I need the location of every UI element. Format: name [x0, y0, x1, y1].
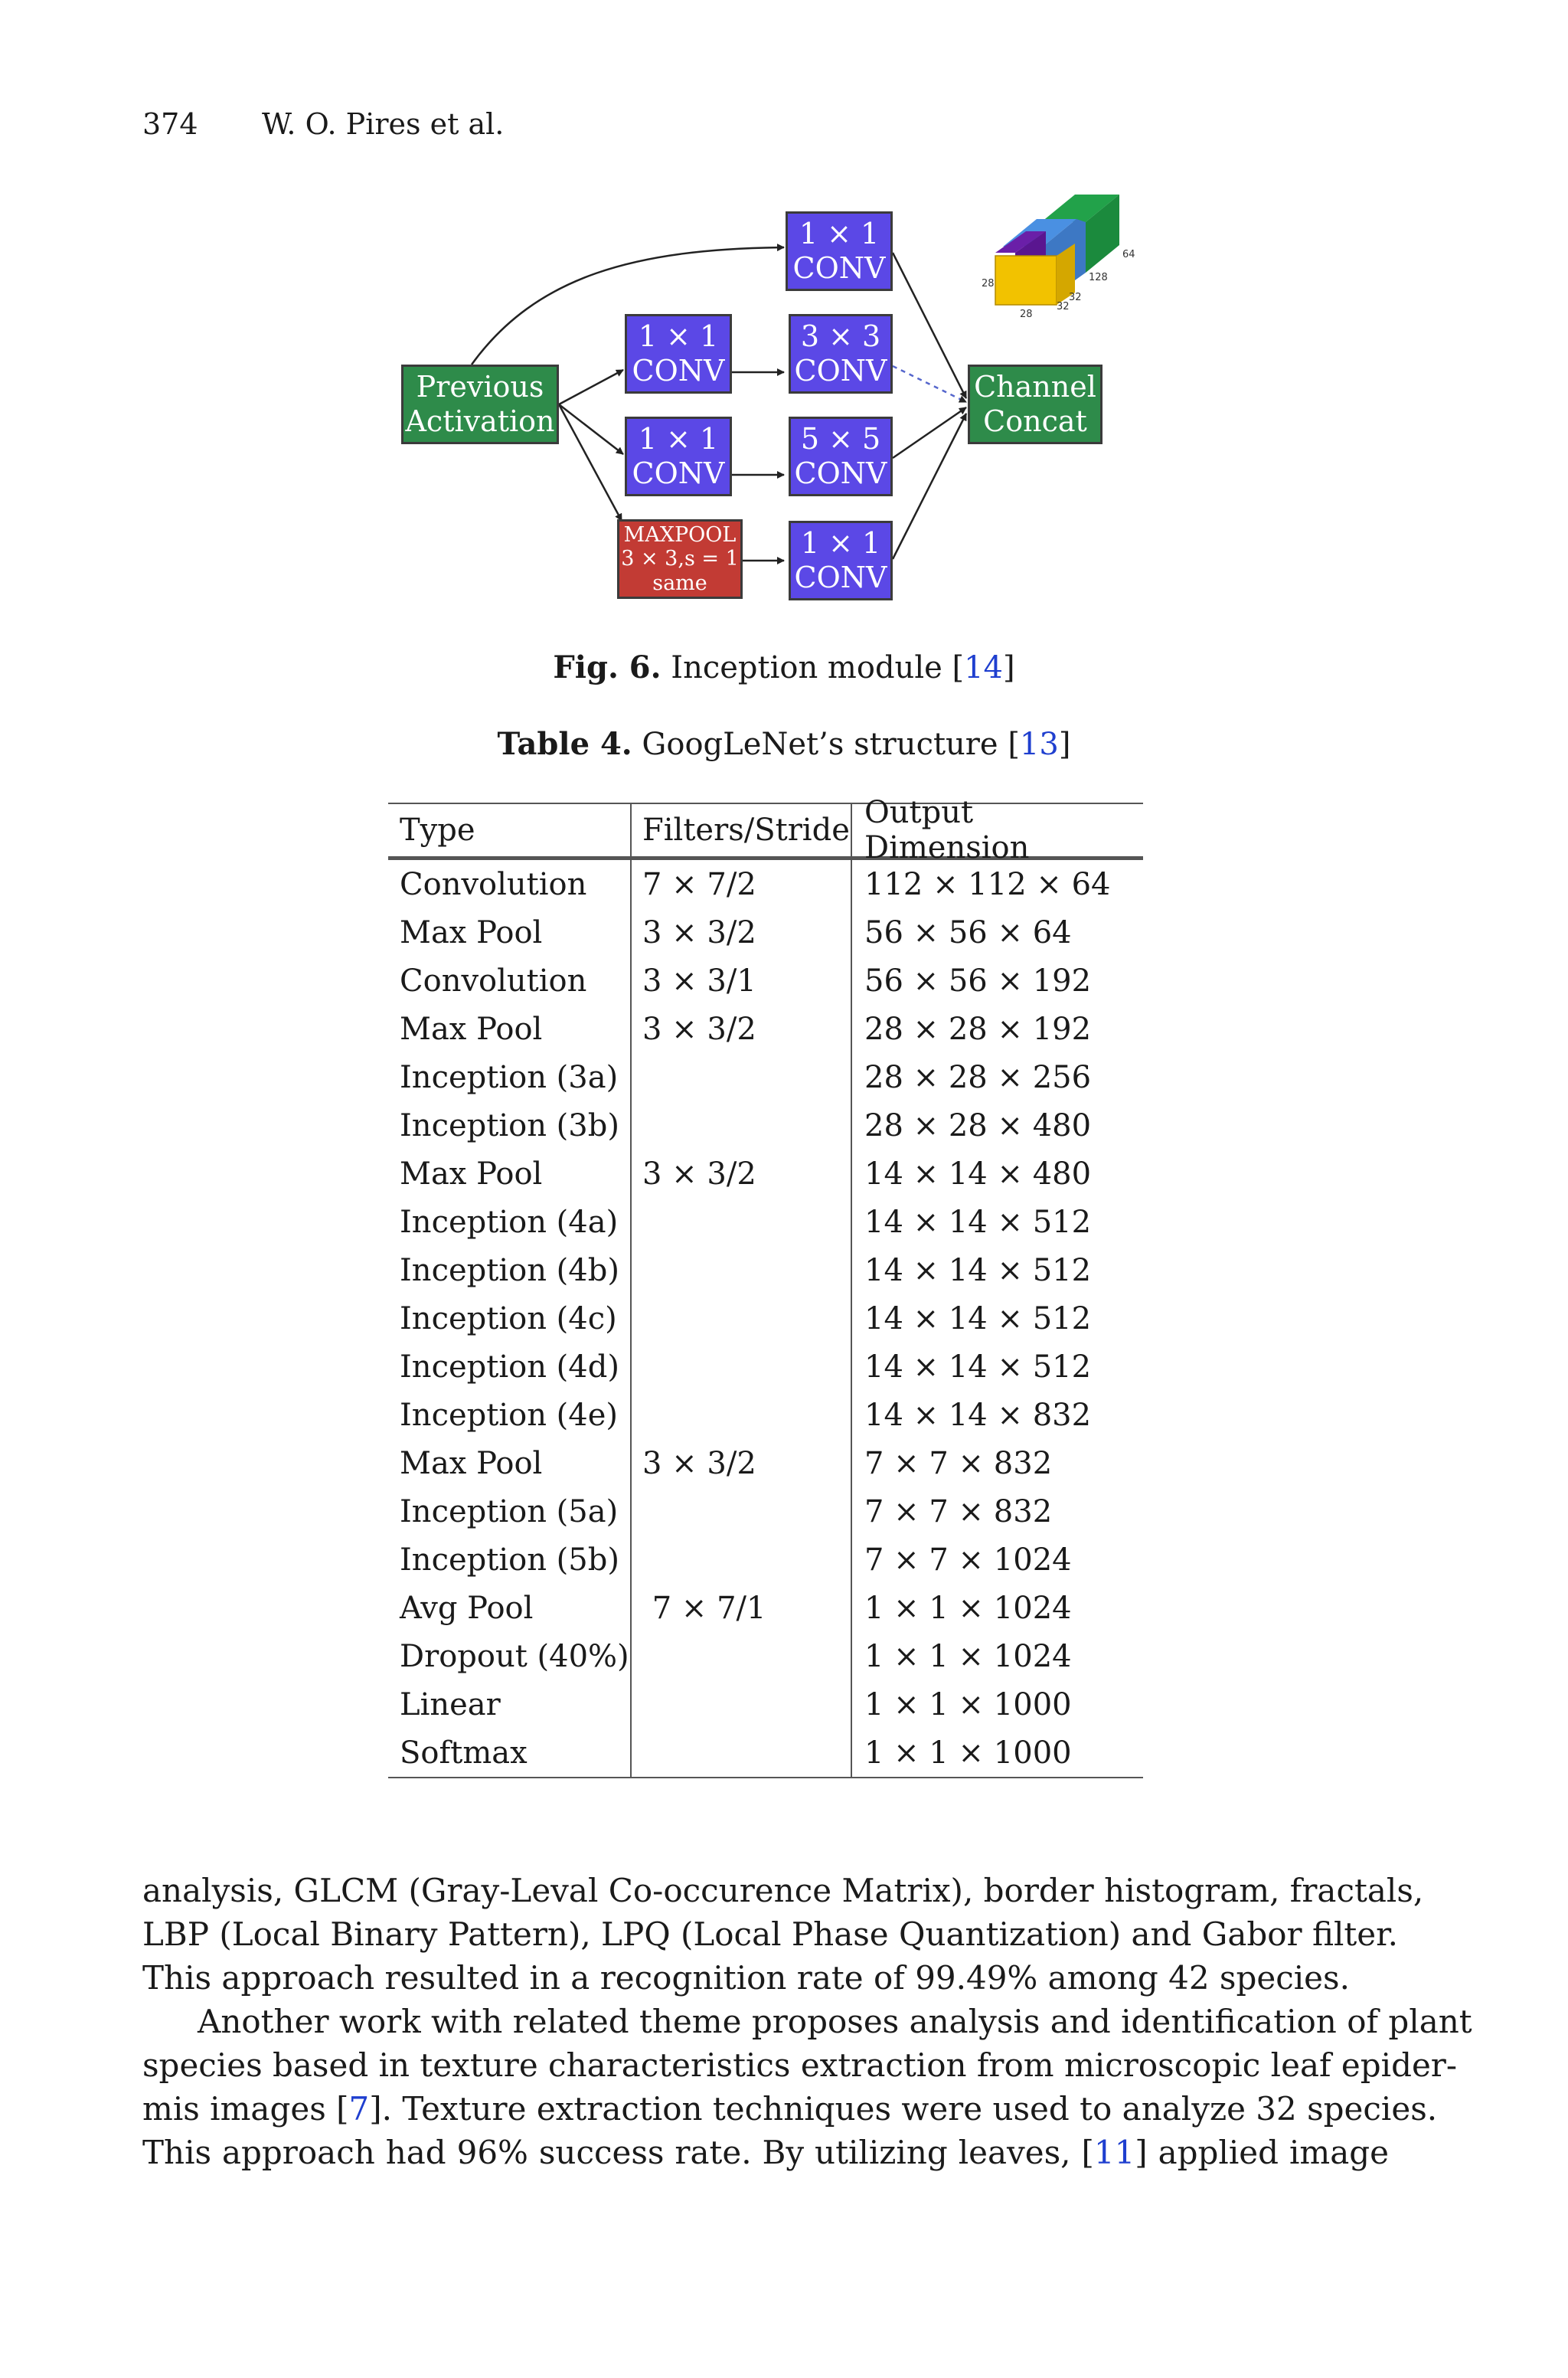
- paragraph-2: [142, 2000, 1472, 2174]
- cell-output: 56 × 56 × 64: [851, 908, 1143, 957]
- arrow-prev-to-conv-1b: [559, 404, 623, 454]
- cube-label-28b: 28: [1020, 309, 1033, 320]
- table-row: [388, 1198, 1143, 1246]
- text-span: This approach had 96% success rate. By utilizing leaves, [: [142, 2134, 1094, 2171]
- cell-filters: [630, 1632, 851, 1680]
- inception-module-figure: [0, 0, 1568, 628]
- cell-output: 7 × 7 × 832: [851, 1487, 1143, 1536]
- table-row: [388, 1246, 1143, 1294]
- cell-type: Inception (3b): [400, 1107, 619, 1143]
- paragraph-2-line: species based in texture characteristics extraction from microscopic leaf epider-: [142, 2046, 1458, 2084]
- figure-caption: [0, 649, 1568, 685]
- cell-type: Dropout (40%): [400, 1638, 629, 1674]
- cell-type: Max Pool: [400, 1156, 543, 1192]
- table-row: [388, 1101, 1143, 1150]
- figure-caption-label: Fig. 6.: [553, 649, 662, 685]
- cell-output: 28 × 28 × 256: [851, 1053, 1143, 1101]
- cell-filters: [630, 1729, 851, 1777]
- cell-type: Inception (4d): [400, 1349, 619, 1385]
- cell-type: Max Pool: [400, 914, 543, 950]
- arrow-conv-bottom-to-concat: [893, 414, 966, 559]
- cell-type: Inception (5b): [400, 1542, 619, 1578]
- concat-line-1: Channel: [974, 370, 1096, 404]
- previous-line-1: Previous: [416, 370, 544, 404]
- cell-type: Inception (3a): [400, 1059, 619, 1095]
- conv-1x1-a-box: [625, 314, 732, 394]
- cell-output: 28 × 28 × 480: [851, 1101, 1143, 1150]
- table-row: [388, 957, 1143, 1005]
- cube-label-32b: 32: [1057, 301, 1070, 312]
- conv-bottom-line-2: CONV: [794, 561, 887, 594]
- cell-filters: [630, 1343, 851, 1391]
- cell-type: Inception (4c): [400, 1300, 617, 1336]
- table-header-row: [388, 795, 1143, 865]
- running-authors: W. O. Pires et al.: [262, 107, 505, 141]
- cube-label-28a: 28: [982, 278, 995, 289]
- conv-3x3-line-2: CONV: [794, 354, 887, 388]
- cell-filters: 3 × 3/2: [630, 1150, 851, 1198]
- conv-bottom-line-1: 1 × 1: [800, 526, 881, 561]
- table-row: [388, 1343, 1143, 1391]
- table-row: [388, 1584, 1143, 1632]
- previous-activation-box: [401, 365, 559, 444]
- table-row: [388, 1150, 1143, 1198]
- cell-output: 14 × 14 × 480: [851, 1150, 1143, 1198]
- cell-filters: 3 × 3/1: [630, 957, 851, 1005]
- table-row: [388, 1053, 1143, 1101]
- conv-1a-line-1: 1 × 1: [638, 319, 719, 354]
- cell-output: 28 × 28 × 192: [851, 1005, 1143, 1053]
- table-body: [388, 860, 1143, 1778]
- cell-output: 14 × 14 × 512: [851, 1198, 1143, 1246]
- maxpool-line-2: 3 × 3,s = 1: [621, 547, 739, 571]
- cell-filters: [630, 1391, 851, 1439]
- table-row: [388, 1391, 1143, 1439]
- conv-1x1-bottom-box: [789, 521, 893, 600]
- cell-type: Convolution: [400, 963, 587, 999]
- cell-filters: [630, 1487, 851, 1536]
- paragraph-1-line: This approach resulted in a recognition rate of 99.49% among 42 species.: [142, 1959, 1350, 1997]
- cell-type: Avg Pool: [400, 1590, 534, 1626]
- page-number: 374: [142, 107, 198, 141]
- cell-filters: 3 × 3/2: [630, 1005, 851, 1053]
- table-caption-text: GoogLeNet’s structure [: [642, 727, 1020, 762]
- cell-filters: 7 × 7/1: [630, 1584, 851, 1632]
- text-span: ] applied image: [1135, 2134, 1389, 2171]
- paragraph-1-line: LBP (Local Binary Pattern), LPQ (Local Phase Quantization) and Gabor filter.: [142, 1915, 1398, 1953]
- cell-type: Linear: [400, 1686, 501, 1722]
- paragraph-1: [142, 1869, 1424, 2000]
- concat-line-2: Concat: [983, 404, 1087, 438]
- arrow-top-conv-to-concat: [893, 253, 966, 398]
- conv-1a-line-2: CONV: [632, 354, 725, 388]
- table-row: [388, 860, 1143, 908]
- previous-line-2: Activation: [405, 404, 555, 438]
- table-caption-end: ]: [1058, 727, 1071, 762]
- cell-output: 14 × 14 × 832: [851, 1391, 1143, 1439]
- cell-filters: [630, 1246, 851, 1294]
- figure-caption-end: ]: [1003, 650, 1015, 685]
- citation-link-11[interactable]: 11: [1093, 2134, 1135, 2171]
- citation-link-7[interactable]: 7: [348, 2090, 370, 2128]
- cube-label-32a: 32: [1069, 292, 1082, 303]
- table-row: [388, 1005, 1143, 1053]
- cell-type: Softmax: [400, 1735, 528, 1771]
- cell-type: Max Pool: [400, 1011, 543, 1047]
- cell-type: Inception (5a): [400, 1493, 619, 1529]
- paragraph-2-line: [142, 2087, 1438, 2131]
- conv-3x3-box: [789, 314, 893, 394]
- maxpool-box: [617, 519, 743, 599]
- paragraph-2-line: Another work with related theme proposes analysis and identification of plant: [198, 2003, 1472, 2040]
- cell-filters: 3 × 3/2: [630, 908, 851, 957]
- table-row: [388, 1439, 1143, 1487]
- paragraph-2-line: [142, 2131, 1389, 2174]
- maxpool-line-3: same: [652, 571, 707, 595]
- cube-label-64: 64: [1122, 249, 1135, 260]
- cell-type: Convolution: [400, 866, 587, 902]
- conv-5x5-box: [789, 417, 893, 496]
- cell-filters: 3 × 3/2: [630, 1439, 851, 1487]
- column-header-filters: Filters/Stride: [630, 804, 851, 856]
- cell-filters: [630, 1053, 851, 1101]
- cell-output: 14 × 14 × 512: [851, 1343, 1143, 1391]
- conv-5x5-line-2: CONV: [794, 456, 887, 490]
- cell-type: Inception (4a): [400, 1204, 619, 1240]
- cell-filters: [630, 1101, 851, 1150]
- table-caption-ref-link[interactable]: 13: [1019, 727, 1059, 762]
- cell-output: 1 × 1 × 1000: [851, 1729, 1143, 1777]
- conv-1b-line-2: CONV: [632, 456, 725, 490]
- conv-5x5-line-1: 5 × 5: [800, 422, 881, 456]
- text-span: ]. Texture extraction techniques were used to analyze 32 species.: [369, 2090, 1438, 2128]
- cell-output: 1 × 1 × 1000: [851, 1680, 1143, 1729]
- conv-3x3-line-1: 3 × 3: [800, 319, 881, 354]
- paragraph-1-line: analysis, GLCM (Gray-Leval Co-occurence Matrix), border histogram, fractals,: [142, 1872, 1424, 1909]
- cell-filters: 7 × 7/2: [630, 860, 851, 908]
- cell-filters: [630, 1198, 851, 1246]
- figure-caption-ref-link[interactable]: 14: [964, 650, 1004, 685]
- cell-filters: [630, 1680, 851, 1729]
- googlenet-structure-table: [388, 795, 1143, 1778]
- conv-1x1-top-box: [786, 211, 893, 291]
- cube-label-128: 128: [1089, 272, 1108, 283]
- figure-connectors: [0, 0, 1568, 628]
- conv-top-line-2: CONV: [792, 251, 886, 285]
- arrow-prev-to-conv-1a: [559, 370, 623, 404]
- output-cube-illustration: [995, 195, 1119, 305]
- table-row: [388, 1294, 1143, 1343]
- text-span: mis images [: [142, 2090, 349, 2128]
- arrow-3x3-to-concat: [893, 366, 966, 402]
- table-row: [388, 1487, 1143, 1536]
- cell-type: Inception (4b): [400, 1252, 619, 1288]
- cell-output: 7 × 7 × 832: [851, 1439, 1143, 1487]
- maxpool-line-1: MAXPOOL: [623, 523, 737, 548]
- table-caption-label: Table 4.: [497, 726, 632, 762]
- conv-1x1-b-box: [625, 417, 732, 496]
- table-row: [388, 1536, 1143, 1584]
- column-header-type: Type: [400, 813, 475, 848]
- cell-output: 1 × 1 × 1024: [851, 1632, 1143, 1680]
- cell-type: Inception (4e): [400, 1397, 618, 1433]
- cell-type: Max Pool: [400, 1445, 543, 1481]
- cell-output: 7 × 7 × 1024: [851, 1536, 1143, 1584]
- table-row: [388, 1680, 1143, 1729]
- cell-output: 1 × 1 × 1024: [851, 1584, 1143, 1632]
- arrow-5x5-to-concat: [893, 407, 966, 458]
- arrow-prev-to-maxpool: [559, 404, 622, 521]
- cell-filters: [630, 1536, 851, 1584]
- table-caption: [0, 726, 1568, 762]
- channel-concat-box: [968, 365, 1102, 444]
- cell-output: 14 × 14 × 512: [851, 1294, 1143, 1343]
- cell-filters: [630, 1294, 851, 1343]
- table-row: [388, 1632, 1143, 1680]
- cell-output: 56 × 56 × 192: [851, 957, 1143, 1005]
- column-header-output: Output Dimension: [851, 804, 1143, 856]
- cell-output: 14 × 14 × 512: [851, 1246, 1143, 1294]
- cell-output: 112 × 112 × 64: [851, 860, 1143, 908]
- table-row: [388, 1729, 1143, 1778]
- table-row: [388, 908, 1143, 957]
- figure-caption-text: Inception module [: [671, 650, 965, 685]
- conv-1b-line-1: 1 × 1: [638, 422, 719, 456]
- conv-top-line-1: 1 × 1: [799, 217, 880, 251]
